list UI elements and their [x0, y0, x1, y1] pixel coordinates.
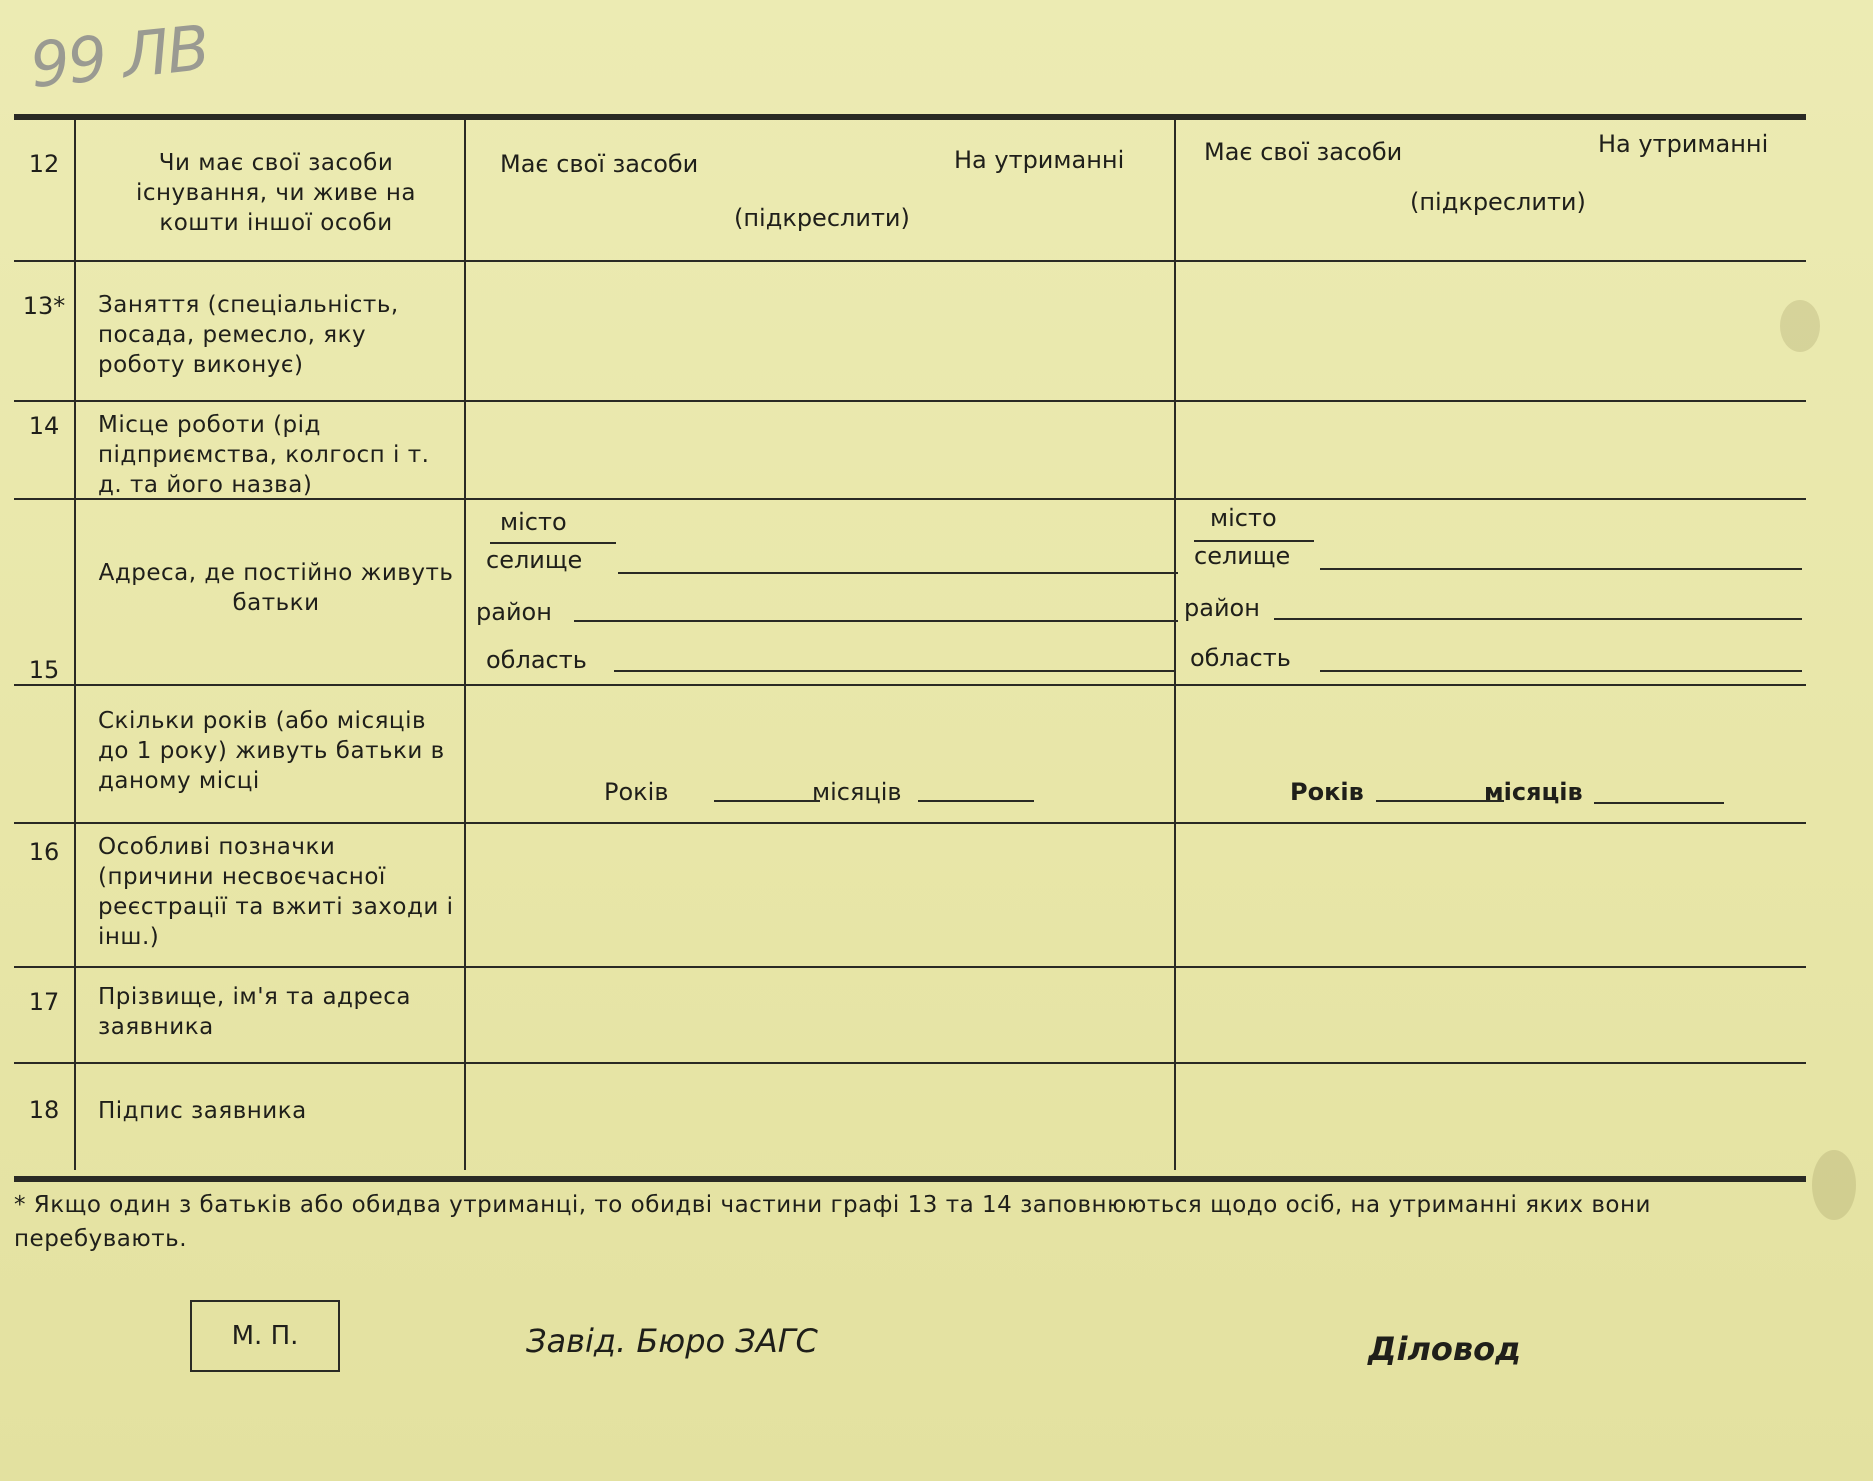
own-means-option[interactable]: Має свої засоби	[500, 150, 699, 178]
row-label: Чи має свої засоби існування, чи живе на кошти іншої особи	[135, 150, 417, 236]
row-number: 18	[28, 1096, 60, 1124]
registry-head-title: Завід. Бюро ЗАГС	[526, 1322, 818, 1360]
city-label: місто	[1210, 504, 1277, 532]
table-row	[14, 500, 1806, 686]
row-number: 12	[28, 150, 60, 178]
table-row	[14, 686, 1806, 824]
months-label: місяців	[812, 778, 902, 806]
months-line[interactable]	[1594, 802, 1724, 804]
region-line[interactable]	[614, 670, 1174, 672]
row-number: 15	[28, 656, 60, 684]
table-row	[14, 968, 1806, 1064]
row-number: 13*	[22, 292, 66, 320]
special-notes-field-father[interactable]	[466, 824, 1172, 966]
months-label: місяців	[1484, 778, 1583, 806]
paper-stain	[1812, 1150, 1856, 1220]
region-label: область	[1190, 644, 1291, 672]
row-label: Скільки років (або місяців до 1 року) живуть батьки в даному місці	[98, 708, 445, 794]
settlement-line[interactable]	[618, 572, 1178, 574]
city-label: місто	[500, 508, 567, 536]
table-row	[14, 120, 1806, 262]
stamp-placeholder: М. П.	[190, 1300, 340, 1372]
row-label: Підпис заявника	[98, 1098, 307, 1124]
row-number: 16	[28, 838, 60, 866]
district-label: район	[1184, 594, 1260, 622]
underline-hint: (підкреслити)	[734, 204, 910, 232]
row-label: Заняття (спеціальність, посада, ремесло, яку роботу виконує)	[98, 292, 399, 378]
table-row	[14, 402, 1806, 500]
settlement-line[interactable]	[1320, 568, 1802, 570]
district-line[interactable]	[574, 620, 1178, 622]
years-line[interactable]	[714, 800, 820, 802]
region-label: область	[486, 646, 587, 674]
settlement-label: селище	[1194, 542, 1291, 570]
applicant-signature-field[interactable]	[466, 1064, 1172, 1168]
years-label: Років	[604, 778, 669, 806]
handwritten-number: 99 ЛВ	[26, 10, 212, 103]
row-label: Місце роботи (рід підприємства, колгосп і т. д. та його назва)	[98, 412, 430, 498]
workplace-field-father[interactable]	[466, 402, 1172, 498]
row-label: Особливі позначки (причини несвоєчасної реєстрації та вжиті заходи і інш.)	[98, 834, 454, 950]
dependent-option[interactable]: На утриманні	[954, 146, 1125, 174]
own-means-option[interactable]: Має свої засоби	[1204, 138, 1403, 166]
region-line[interactable]	[1320, 670, 1802, 672]
table-row	[14, 824, 1806, 968]
table-row	[14, 1064, 1806, 1170]
footnote: * Якщо один з батьків або обидва утриманці, то обидві частини графі 13 та 14 заповнюються щодо осіб, на утриманні яких вони перебувають.	[14, 1192, 1651, 1252]
district-label: район	[476, 598, 552, 626]
row-number: 17	[28, 988, 60, 1016]
dependent-option[interactable]: На утриманні	[1598, 130, 1769, 158]
form-table	[14, 114, 1806, 1182]
special-notes-field-mother[interactable]	[1176, 824, 1804, 966]
row-label: Прізвище, ім'я та адреса заявника	[98, 984, 411, 1040]
district-line[interactable]	[1274, 618, 1802, 620]
row-number: 14	[28, 412, 60, 440]
workplace-field-mother[interactable]	[1176, 402, 1804, 498]
applicant-name-field[interactable]	[1176, 968, 1804, 1062]
years-label: Років	[1290, 778, 1364, 806]
occupation-field-mother[interactable]	[1176, 262, 1804, 400]
months-line[interactable]	[918, 800, 1034, 802]
underline-hint: (підкреслити)	[1410, 188, 1586, 216]
table-row	[14, 262, 1806, 402]
city-underline	[490, 542, 616, 544]
applicant-name-field[interactable]	[466, 968, 1172, 1062]
clerk-title: Діловод	[1368, 1330, 1521, 1368]
applicant-signature-field[interactable]	[1176, 1064, 1804, 1168]
occupation-field-father[interactable]	[466, 262, 1172, 400]
settlement-label: селище	[486, 546, 583, 574]
row-label: Адреса, де постійно живуть батьки	[98, 560, 454, 616]
